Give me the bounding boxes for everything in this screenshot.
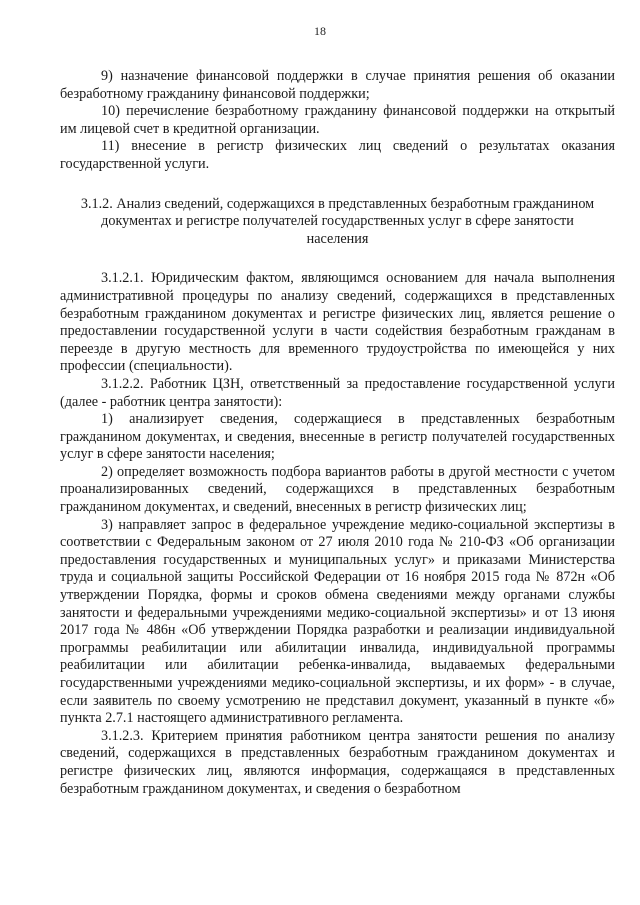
paragraph-3-1-2-1: 3.1.2.1. Юридическим фактом, являющимся основанием для начала выполнения административной процедуры по анализу сведений, содержащихся в представленных безработным гражданином документах и регистре физических лиц, является решение о предоставлении государственной услуги в части содействия безработным гражданам в переезде в другую местность для временного трудоустройства по имеющейся у них профессии (специальности). — [60, 270, 615, 375]
paragraph-item-10: 10) перечисление безработному гражданину финансовой поддержки на открытый им лицевой счет в кредитной организации. — [60, 103, 615, 137]
paragraph-3-1-2-3: 3.1.2.3. Критерием принятия работником центра занятости решения по анализу сведений, содержащихся в представленных безработным гражданином документах и регистре физических лиц, являются информация, содержащаяся в представленных безработным гражданином документах, и сведения о безработном — [60, 727, 615, 797]
paragraph-item-11: 11) внесение в регистр физических лиц сведений о результатах оказания государственной услуги. — [60, 138, 615, 172]
paragraph-subitem-3: 3) направляет запрос в федеральное учреждение медико-социальной экспертизы в соответствии с Федеральным законом от 27 июля 2010 года № 210-ФЗ «Об организации предоставления государственных и муниципальных услуг» и приказами Министерства труда и социальной защиты Российской Федерации от 16 ноября 2015 года № 872н «Об утверждении Порядка, формы и сроков обмена сведениями между органами службы занятости и федеральными учреждениями медико-социальной экспертизы» и от 13 июня 2017 года № 486н «Об утверждении Порядка разработки и реализации индивидуальной программы реабилитации или абилитации инвалида, индивидуальной программы реабилитации или абилитации ребенка-инвалида, выдаваемых федеральными государственными учреждениями медико-социальной экспертизы, и их форм» - в случае, если заявитель по своему усмотрению не представил документ, указанный в пункте «б» пункта 2.7.1 настоящего административного регламента. — [60, 516, 615, 727]
paragraph-subitem-1: 1) анализирует сведения, содержащиеся в представленных безработным гражданином документах, и сведения, внесенные в регистр получателей государственных услуг в сфере занятости населения; — [60, 411, 615, 463]
page-body — [60, 68, 615, 798]
paragraph-3-1-2-2: 3.1.2.2. Работник ЦЗН, ответственный за предоставление государственной услуги (далее - работник центра занятости): — [60, 375, 615, 410]
section-heading: 3.1.2. Анализ сведений, содержащихся в представленных безработным гражданином документах и регистре получателей государственных услуг в сфере занятости населения — [80, 195, 595, 247]
paragraph-item-9: 9) назначение финансовой поддержки в случае принятия решения об оказании безработному гражданину финансовой поддержки; — [60, 68, 615, 102]
page-number: 18 — [314, 24, 326, 38]
paragraph-subitem-2: 2) определяет возможность подбора вариантов работы в другой местности с учетом проанализированных сведений, содержащихся в представленных безработным гражданином документах, и сведений, внесенных в регистр физических лиц; — [60, 463, 615, 516]
